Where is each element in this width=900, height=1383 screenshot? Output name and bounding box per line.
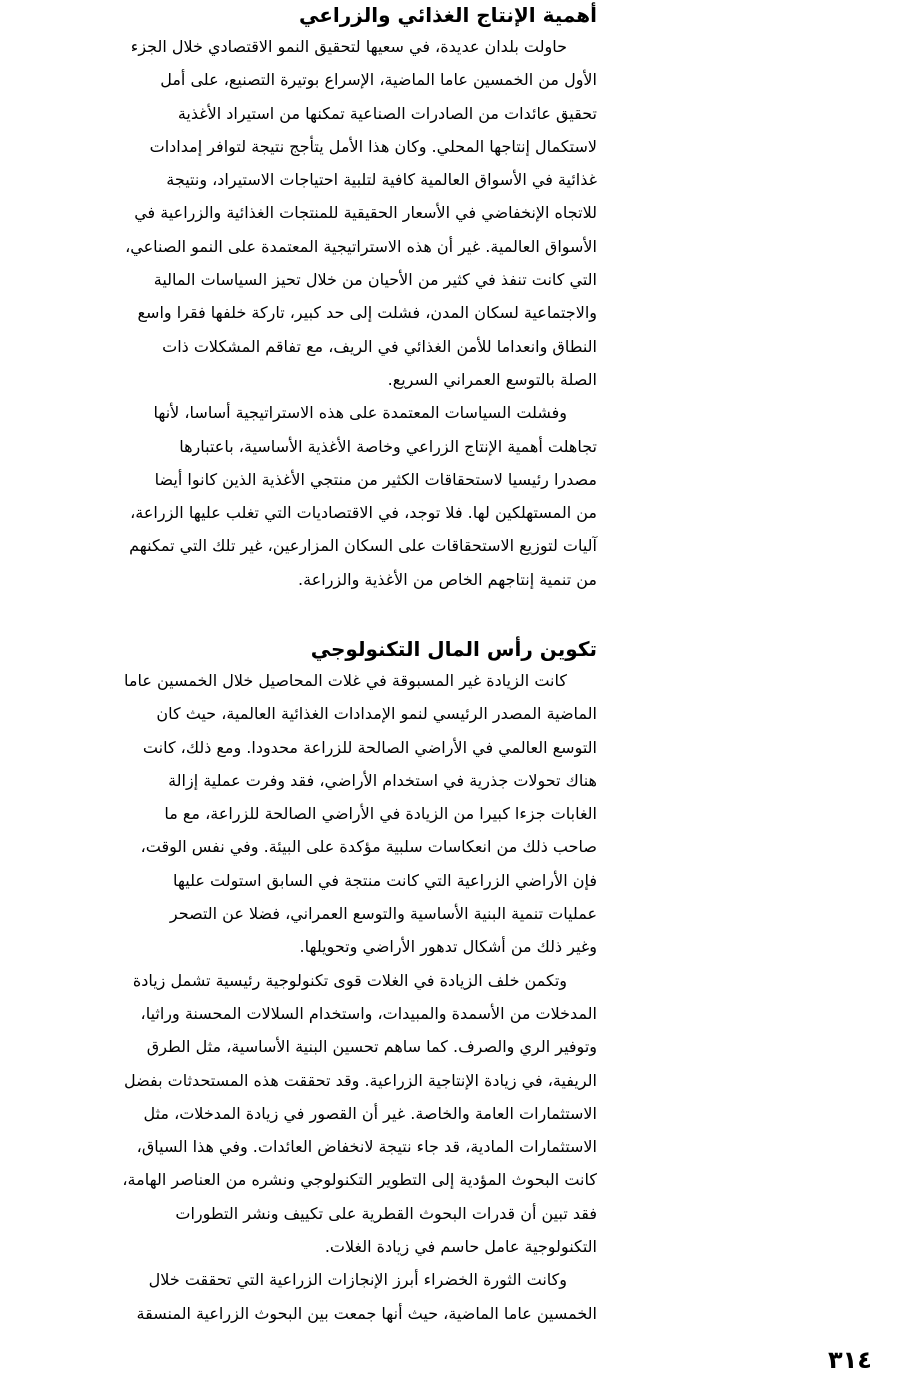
text-line: غذائية في الأسواق العالمية كافية لتلبية احتياجات الاستيراد، ونتيجة bbox=[166, 170, 597, 190]
text-line: الأسواق العالمية. غير أن هذه الاستراتيجية المعتمدة على النمو الصناعي، bbox=[125, 236, 597, 256]
text-line: فإن الأراضي الزراعية التي كانت منتجة في السابق استولت عليها bbox=[173, 870, 597, 890]
text-line: من تنمية إنتاجهم الخاص من الأغذية والزراعة. bbox=[298, 569, 597, 589]
text-line: الخمسين عاما الماضية، حيث أنها جمعت بين البحوث الزراعية المنسقة bbox=[136, 1303, 597, 1323]
page-number: ٣١٤ bbox=[828, 1346, 872, 1374]
text-line: كانت البحوث المؤدية إلى التطوير التكنولوجي ونشره من العناصر الهامة، bbox=[122, 1170, 597, 1190]
text-line: التوسع العالمي في الأراضي الصالحة للزراعة محدودا. ومع ذلك، كانت bbox=[142, 737, 597, 757]
text-line: الغابات جزءا كبيرا من الزيادة في الأراضي الصالحة للزراعة، مع ما bbox=[164, 804, 597, 824]
section-body bbox=[122, 664, 597, 1330]
section-1 bbox=[125, 0, 597, 596]
text-line: من المستهلكين لها. فلا توجد، في الاقتصاديات التي تغلب عليها الزراعة، bbox=[130, 503, 597, 523]
text-line: مصدرا رئيسيا لاستحقاقات الكثير من منتجي الأغذية الذين كانوا أيضا bbox=[154, 469, 597, 489]
text-line: الريفية، في زيادة الإنتاجية الزراعية. وقد تحققت هذه المستحدثات بفضل bbox=[124, 1070, 597, 1090]
text-line: فقد تبين أن قدرات البحوث القطرية على تكييف ونشر التطورات bbox=[175, 1203, 597, 1223]
text-line: عمليات تنمية البنية الأساسية والتوسع العمراني، فضلا عن التصحر bbox=[169, 904, 597, 924]
text-line: المدخلات من الأسمدة والمبيدات، واستخدام السلالات المحسنة وراثيا، bbox=[140, 1003, 597, 1023]
section-heading: تكوين رأس المال التكنولوجي bbox=[310, 637, 597, 661]
text-line: هناك تحولات جذرية في استخدام الأراضي، فقد وفرت عملية إزالة bbox=[168, 770, 597, 790]
text-line: حاولت بلدان عديدة، في سعيها لتحقيق النمو الاقتصادي خلال الجزء bbox=[130, 37, 567, 56]
text-line: الأول من الخمسين عاما الماضية، الإسراع بوتيرة التصنيع، على أمل bbox=[160, 70, 597, 90]
text-line: آليات لتوزيع الاستحقاقات على السكان المزارعين، غير تلك التي تمكنهم bbox=[129, 536, 597, 556]
text-line: للاتجاه الإنخفاضي في الأسعار الحقيقية للمنتجات الغذائية والزراعية في bbox=[134, 203, 597, 223]
text-line: صاحب ذلك من انعكاسات سلبية مؤكدة على البيئة. وفي نفس الوقت، bbox=[140, 837, 597, 857]
text-line: النطاق وانعداما للأمن الغذائي في الريف، مع تفاقم المشكلات ذات bbox=[162, 336, 597, 356]
text-line: الماضية المصدر الرئيسي لنمو الإمدادات الغذائية العالمية، حيث كان bbox=[156, 704, 597, 724]
text-line: تحقيق عائدات من الصادرات الصناعية تمكنها من استيراد الأغذية bbox=[177, 103, 597, 123]
text-line: وفشلت السياسات المعتمدة على هذه الاستراتيجية أساسا، لأنها bbox=[153, 403, 567, 423]
text-line: التكنولوجية عامل حاسم في زيادة الغلات. bbox=[324, 1237, 597, 1257]
text-line: كانت الزيادة غير المسبوقة في غلات المحاصيل خلال الخمسين عاما bbox=[124, 671, 567, 690]
text-line: الصلة بالتوسع العمراني السريع. bbox=[387, 369, 597, 389]
text-line: وغير ذلك من أشكال تدهور الأراضي وتحويلها. bbox=[299, 937, 597, 957]
section-2 bbox=[122, 634, 597, 1330]
text-line: تجاهلت أهمية الإنتاج الزراعي وخاصة الأغذية الأساسية، باعتبارها bbox=[179, 436, 597, 456]
text-line: وتوفير الري والصرف. كما ساهم تحسين البنية الأساسية، مثل الطرق bbox=[146, 1037, 597, 1057]
text-line: الاستثمارات المادية، قد جاء نتيجة لانخفاض العائدات. وفي هذا السياق، bbox=[136, 1137, 597, 1157]
text-line: وتكمن خلف الزيادة في الغلات قوى تكنولوجية رئيسية تشمل زيادة bbox=[132, 970, 567, 990]
text-line: وكانت الثورة الخضراء أبرز الإنجازات الزراعية التي تحققت خلال bbox=[148, 1270, 567, 1290]
text-line: التي كانت تنفذ في كثير من الأحيان من خلال تحيز السياسات المالية bbox=[153, 270, 597, 290]
section-body bbox=[125, 30, 597, 596]
text-line: لاستكمال إنتاجها المحلي. وكان هذا الأمل يتأجج نتيجة لتوافر إمدادات bbox=[149, 136, 597, 156]
text-line: والاجتماعية لسكان المدن، فشلت إلى حد كبير، تاركة خلفها فقرا واسع bbox=[137, 303, 597, 323]
text-line: الاستثمارات العامة والخاصة. غير أن القصور في زيادة المدخلات، مثل bbox=[143, 1103, 597, 1123]
section-heading: أهمية الإنتاج الغذائي والزراعي bbox=[299, 3, 597, 27]
